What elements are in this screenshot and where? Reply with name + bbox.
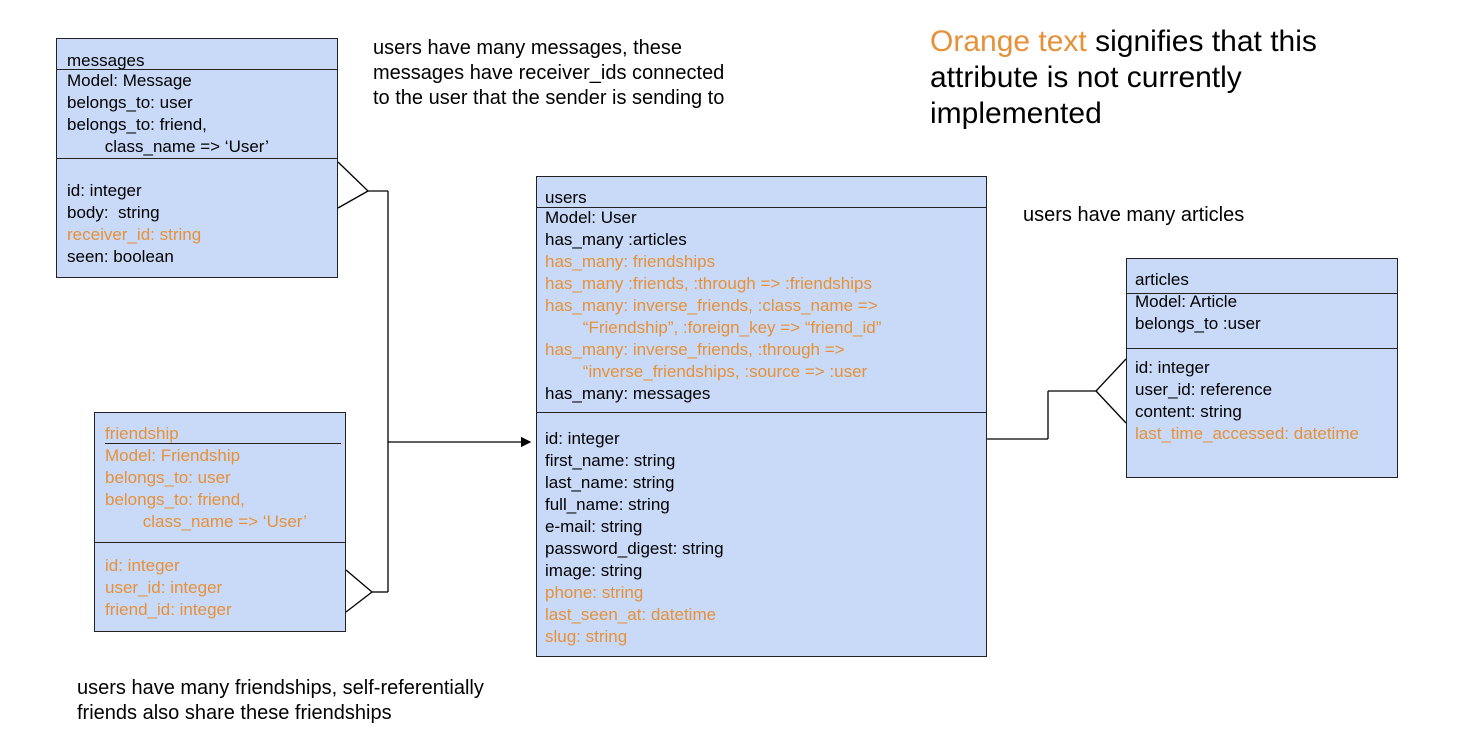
association-row: has_many :friends, :through => :friendships (545, 274, 872, 293)
attribute-row: id: integer (1135, 358, 1210, 377)
title-divider (105, 443, 341, 444)
association-row: has_many: inverse_friends, :through => (545, 340, 845, 359)
table-title: users (545, 188, 587, 207)
legend-line-3: implemented (930, 97, 1102, 130)
note-line: friends also share these friendships (77, 702, 392, 724)
section-divider (1127, 348, 1397, 349)
table-title: messages (67, 51, 145, 70)
attribute-row: content: string (1135, 402, 1242, 421)
attribute-row: password_digest: string (545, 539, 724, 558)
attribute-row: body: string (67, 203, 160, 222)
note-line: users have many friendships, self-referentially (77, 677, 484, 699)
association-row: has_many :articles (545, 230, 687, 249)
section-divider (95, 542, 345, 543)
attribute-row: phone: string (545, 583, 644, 602)
legend (930, 24, 1317, 132)
association-row: has_many: messages (545, 384, 711, 403)
attribute-row: slug: string (545, 627, 628, 646)
association-row: Model: Friendship (105, 446, 241, 465)
attribute-row: user_id: integer (105, 578, 223, 597)
association-row: belongs_to: user (67, 93, 193, 112)
section-divider (57, 158, 337, 159)
association-row: belongs_to: friend, (105, 490, 245, 509)
legend-line-1 (930, 24, 1317, 60)
attribute-list (1135, 357, 1359, 445)
attribute-row: user_id: reference (1135, 380, 1273, 399)
legend-line-2: attribute is not currently (930, 61, 1242, 94)
attribute-row: full_name: string (545, 495, 670, 514)
association-list (545, 207, 881, 405)
attribute-row: id: integer (67, 181, 142, 200)
association-list (1135, 291, 1261, 335)
legend-text: signifies that this (1086, 25, 1317, 58)
attribute-row: id: integer (105, 556, 180, 575)
association-row: “Friendship”, :foreign_key => “friend_id” (545, 318, 882, 337)
association-row: class_name => ‘User’ (105, 512, 307, 531)
association-row: belongs_to :user (1135, 314, 1261, 333)
association-row: Model: User (545, 208, 637, 227)
association-row: class_name => ‘User’ (67, 137, 269, 156)
association-row: “inverse_friendships, :source => :user (545, 362, 868, 381)
friendship-table (94, 412, 346, 632)
association-row: Model: Article (1135, 292, 1238, 311)
messages-note (373, 36, 724, 111)
table-title: articles (1135, 270, 1189, 289)
attribute-row: first_name: string (545, 451, 676, 470)
association-row: has_many: inverse_friends, :class_name => (545, 296, 878, 315)
association-row: belongs_to: user (105, 468, 231, 487)
note-line: users have many messages, these (373, 37, 683, 59)
table-title: friendship (105, 424, 179, 443)
attribute-row: e-mail: string (545, 517, 643, 536)
association-list (67, 70, 269, 158)
association-row: Model: Message (67, 71, 192, 90)
association-row: belongs_to: friend, (67, 115, 207, 134)
users-table (536, 176, 987, 657)
friendships-note (77, 676, 484, 726)
articles-note: users have many articles (1023, 204, 1245, 226)
articles-table (1126, 258, 1398, 478)
note-line: messages have receiver_ids connected (373, 62, 725, 84)
attribute-row: last_seen_at: datetime (545, 605, 717, 624)
attribute-row: friend_id: integer (105, 600, 232, 619)
attribute-row: seen: boolean (67, 247, 174, 266)
attribute-row: last_name: string (545, 473, 675, 492)
attribute-row: receiver_id: string (67, 225, 202, 244)
note-line: to the user that the sender is sending to (373, 87, 725, 109)
attribute-list (545, 428, 724, 648)
messages-table (56, 38, 338, 278)
attribute-row: last_time_accessed: datetime (1135, 424, 1359, 443)
attribute-list (67, 180, 201, 268)
association-list (105, 445, 307, 533)
association-row: has_many: friendships (545, 252, 716, 271)
attribute-row: id: integer (545, 429, 620, 448)
section-divider (537, 412, 986, 413)
legend-orange-word: Orange text (930, 25, 1087, 58)
attribute-row: image: string (545, 561, 643, 580)
attribute-list (105, 555, 232, 621)
